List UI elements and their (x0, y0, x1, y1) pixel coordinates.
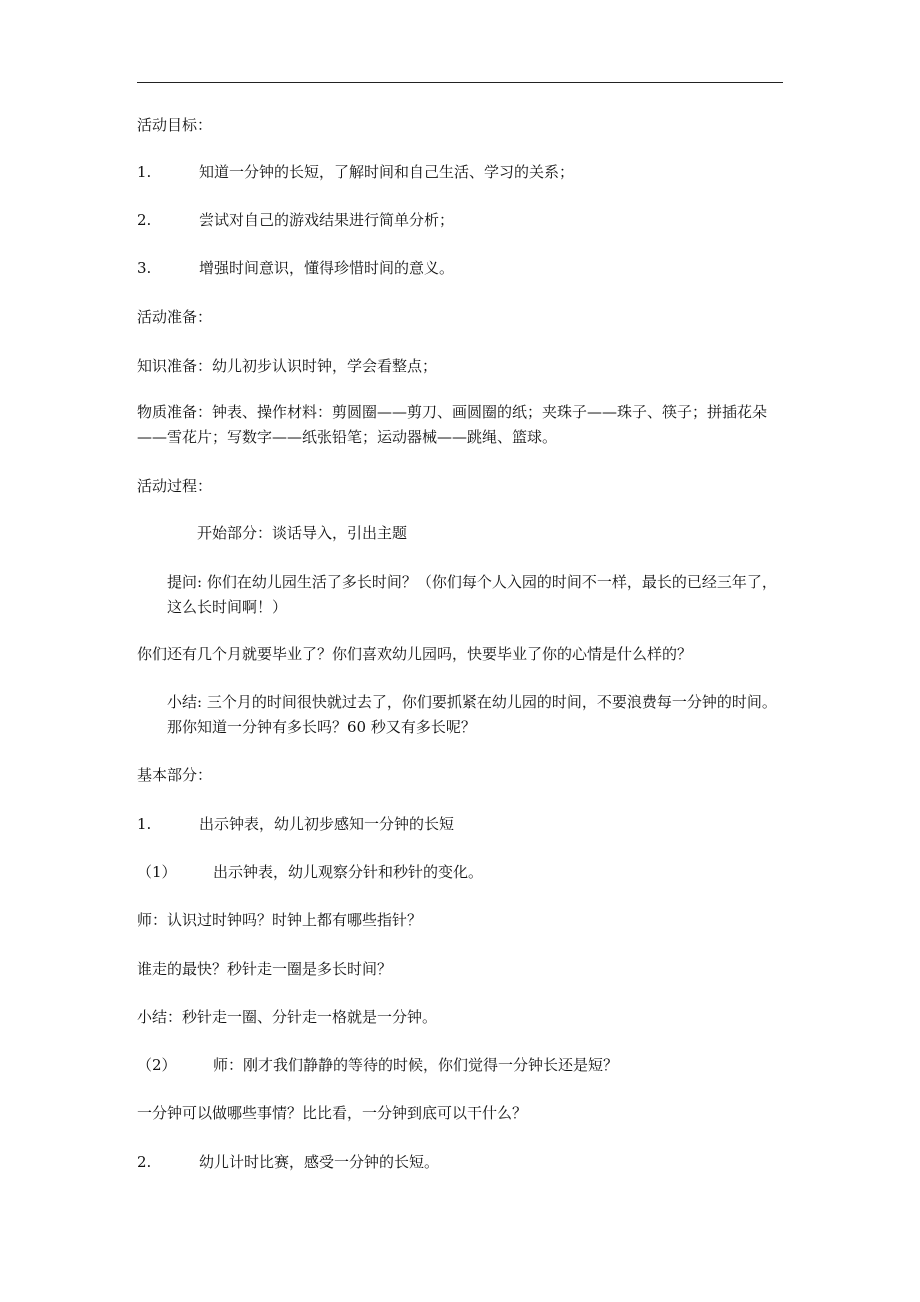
step-text: 幼儿计时比赛，感受一分钟的长短。 (199, 1153, 440, 1171)
sub-text: 出示钟表，幼儿观察分针和秒针的变化。 (213, 863, 484, 881)
opening-section: 开始部分：谈话导入，引出主题 (197, 524, 408, 542)
objective-number: 2. (137, 211, 152, 229)
objectives-heading: 活动目标： (137, 116, 213, 134)
prep-heading: 活动准备： (137, 308, 213, 326)
header-rule (137, 82, 783, 83)
step-item-2 (137, 1149, 787, 1175)
teacher-question-1: 师：认识过时钟吗？时钟上都有哪些指针？ (137, 911, 423, 929)
objective-number: 1. (137, 163, 152, 181)
objective-item-2 (137, 207, 787, 233)
objective-item-1 (137, 159, 787, 185)
summary-paragraph: 小结: 三个月的时间很快就过去了，你们要抓紧在幼儿园的时间，不要浪费每一分钟的时间。那你知道一分钟有多长吗？60 秒又有多长呢？ (167, 693, 777, 736)
sub-item-1 (137, 859, 787, 885)
sub-item-2 (137, 1052, 787, 1078)
teacher-question-3: 一分钟可以做哪些事情？比比看，一分钟到底可以干什么？ (137, 1104, 528, 1122)
objective-item-3 (137, 255, 787, 281)
step-text: 出示钟表，幼儿初步感知一分钟的长短 (199, 815, 455, 833)
sub-text: 师：刚才我们静静的等待的时候，你们觉得一分钟长还是短？ (213, 1056, 619, 1074)
objective-text: 增强时间意识，懂得珍惜时间的意义。 (199, 259, 455, 277)
process-heading: 活动过程： (137, 477, 213, 495)
objective-number: 3. (137, 259, 152, 277)
teacher-question-2: 谁走的最快？秒针走一圈是多长时间？ (137, 960, 393, 978)
objective-text: 知道一分钟的长短，了解时间和自己生活、学习的关系； (199, 163, 575, 181)
basic-heading: 基本部分： (137, 766, 213, 784)
material-prep: 物质准备：钟表、操作材料：剪圆圈——剪刀、画圆圈的纸；夹珠子——珠子、筷子；拼插花朵——雪花片；写数字——纸张铅笔；运动器械——跳绳、篮球。 (137, 403, 768, 446)
question-paragraph: 提问: 你们在幼儿园生活了多长时间？（你们每个人入园的时间不一样，最长的已经三年了，这么长时间啊！） (167, 573, 777, 616)
question-followup: 你们还有几个月就要毕业了？你们喜欢幼儿园吗，快要毕业了你的心情是什么样的？ (137, 645, 693, 663)
summary-line: 小结：秒针走一圈、分针走一格就是一分钟。 (137, 1008, 438, 1026)
step-item-1 (137, 811, 787, 837)
objective-text: 尝试对自己的游戏结果进行简单分析； (199, 211, 455, 229)
sub-number: （2） (137, 1056, 177, 1074)
knowledge-prep: 知识准备：幼儿初步认识时钟，学会看整点； (137, 357, 438, 375)
step-number: 1. (137, 815, 152, 833)
step-number: 2. (137, 1153, 152, 1171)
sub-number: （1） (137, 863, 177, 881)
